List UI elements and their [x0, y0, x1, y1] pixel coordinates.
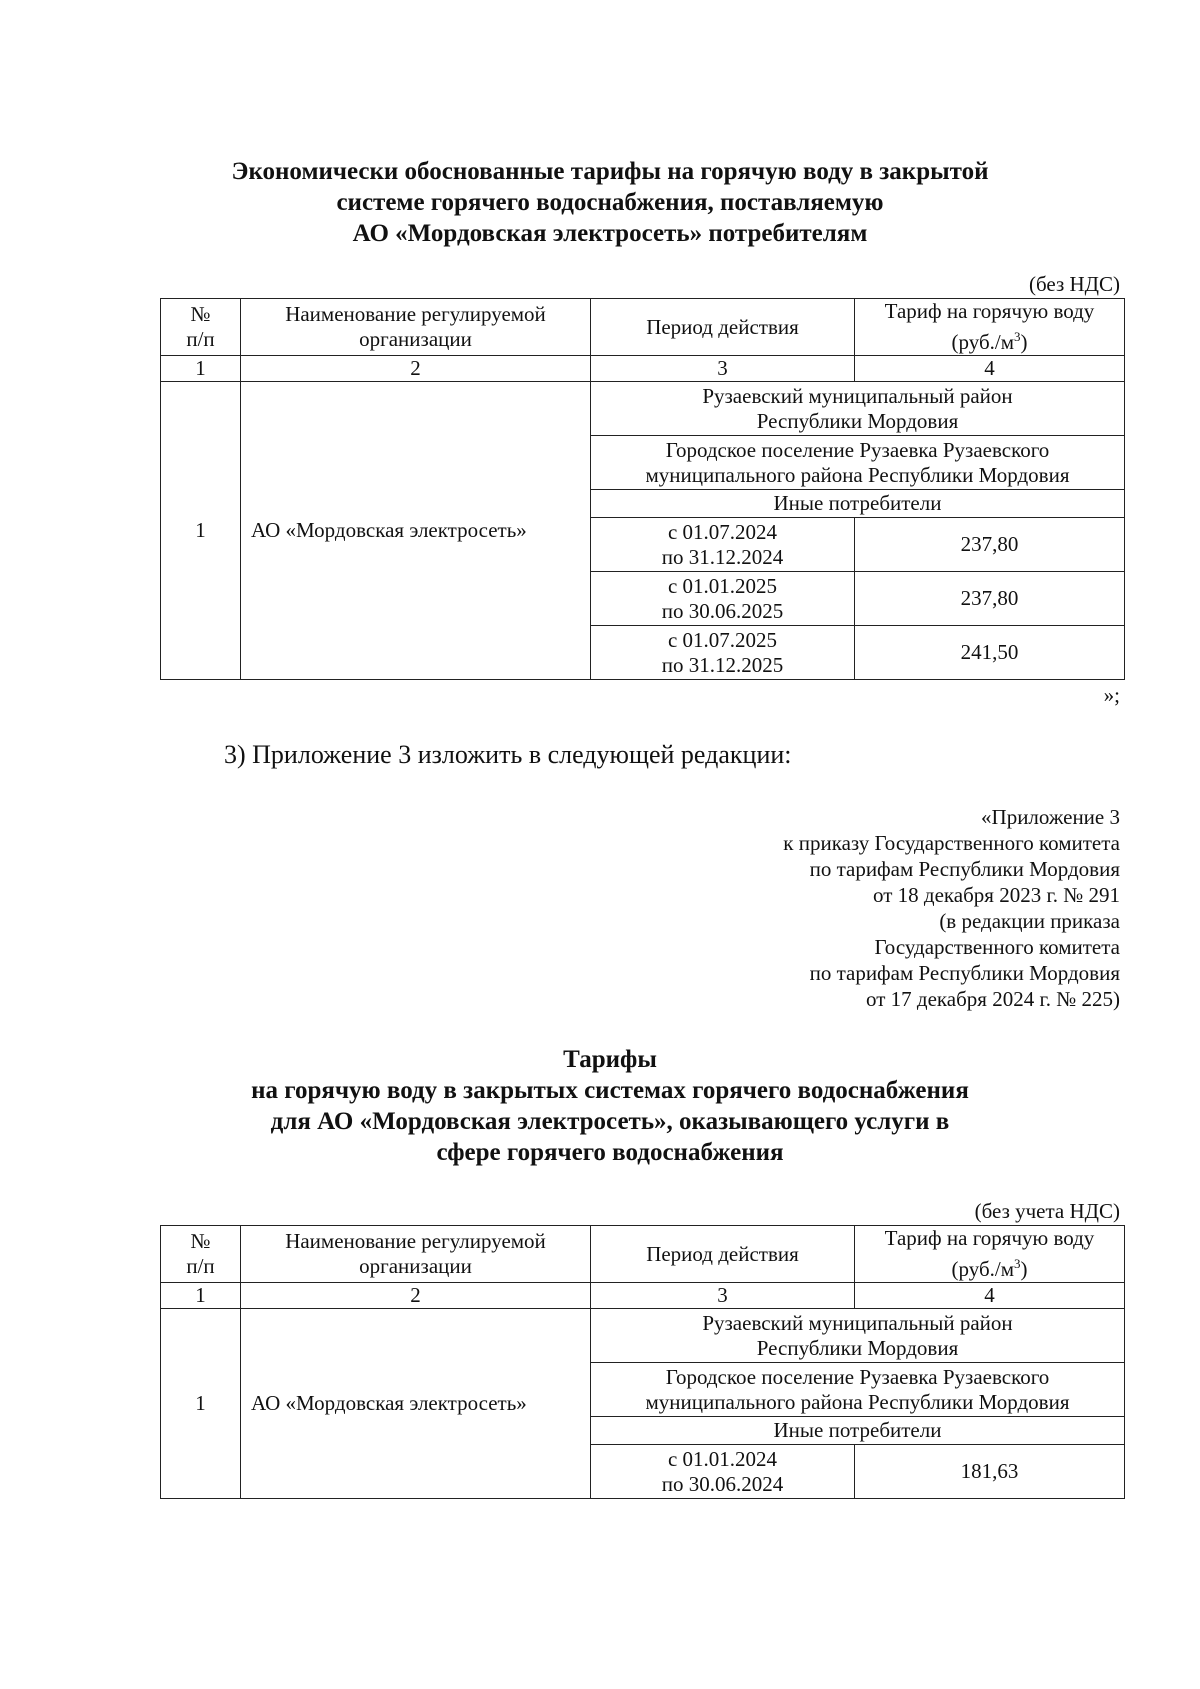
- period-cell: с 01.01.2025 по 30.06.2025: [591, 572, 855, 626]
- column-number: 4: [855, 1283, 1125, 1309]
- table-header-row: [161, 1226, 1125, 1283]
- column-number: 3: [591, 356, 855, 382]
- org-name: АО «Мордовская электросеть»: [241, 1309, 591, 1499]
- table-row: [161, 382, 1125, 436]
- column-number: 1: [161, 1283, 241, 1309]
- consumer-category: Иные потребители: [591, 1417, 1125, 1445]
- row-number: 1: [161, 1309, 241, 1499]
- section2-tariff-table: [160, 1225, 1125, 1499]
- title-line: для АО «Мордовская электросеть», оказывающего услуги в: [270, 1108, 950, 1135]
- column-number: 1: [161, 356, 241, 382]
- section2-unit-note: (без учета НДС): [974, 1199, 1120, 1223]
- column-number: 2: [241, 1283, 591, 1309]
- title-line: на горячую воду в закрытых системах горячего водоснабжения: [251, 1077, 969, 1104]
- district-name: Рузаевский муниципальный район Республики Мордовия: [591, 1309, 1125, 1363]
- period-cell: с 01.07.2025 по 31.12.2025: [591, 626, 855, 680]
- section2-title: [150, 1044, 1070, 1168]
- header-org: Наименование регулируемой организации: [241, 299, 591, 356]
- header-org: Наименование регулируемой организации: [241, 1226, 591, 1283]
- consumer-category: Иные потребители: [591, 490, 1125, 518]
- column-number-row: [161, 356, 1125, 382]
- appendix-line: (в редакции приказа: [939, 909, 1120, 933]
- column-number: 4: [855, 356, 1125, 382]
- header-period: Период действия: [591, 299, 855, 356]
- appendix-line: по тарифам Республики Мордовия: [809, 857, 1120, 881]
- tariff-value: 241,50: [855, 626, 1125, 680]
- tariff-value: 181,63: [855, 1445, 1125, 1499]
- appendix-line: «Приложение 3: [981, 805, 1120, 829]
- header-num: № п/п: [161, 299, 241, 356]
- appendix-line: к приказу Государственного комитета: [783, 831, 1120, 855]
- district-name: Рузаевский муниципальный район Республики Мордовия: [591, 382, 1125, 436]
- column-number-row: [161, 1283, 1125, 1309]
- section1-unit-note: (без НДС): [1028, 272, 1120, 296]
- closing-quote: »;: [1103, 683, 1120, 707]
- section1-title: [150, 156, 1070, 249]
- header-period: Период действия: [591, 1226, 855, 1283]
- title-line: сфере горячего водоснабжения: [436, 1139, 784, 1166]
- title-line: Тарифы: [563, 1046, 657, 1073]
- appendix-line: от 18 декабря 2023 г. № 291: [873, 883, 1120, 907]
- period-cell: с 01.01.2024 по 30.06.2024: [591, 1445, 855, 1499]
- org-name: АО «Мордовская электросеть»: [241, 382, 591, 680]
- table-row: [161, 1309, 1125, 1363]
- period-cell: с 01.07.2024 по 31.12.2024: [591, 518, 855, 572]
- row-number: 1: [161, 382, 241, 680]
- section1-tariff-table: [160, 298, 1125, 680]
- settlement-name: Городское поселение Рузаевка Рузаевского муниципального района Республики Мордовия: [591, 1363, 1125, 1417]
- appendix-line: Государственного комитета: [874, 935, 1120, 959]
- tariff-value: 237,80: [855, 518, 1125, 572]
- column-number: 3: [591, 1283, 855, 1309]
- title-line: Экономически обоснованные тарифы на горячую воду в закрытой: [231, 158, 989, 185]
- settlement-name: Городское поселение Рузаевка Рузаевского муниципального района Республики Мордовия: [591, 436, 1125, 490]
- title-line: системе горячего водоснабжения, поставляемую: [336, 189, 884, 216]
- appendix-line: от 17 декабря 2024 г. № 225): [866, 987, 1120, 1011]
- column-number: 2: [241, 356, 591, 382]
- table-header-row: [161, 299, 1125, 356]
- appendix-line: по тарифам Республики Мордовия: [809, 961, 1120, 985]
- header-tariff: Тариф на горячую воду $(руб./м^3)$: [855, 299, 1125, 356]
- header-num: № п/п: [161, 1226, 241, 1283]
- amendment-instruction: 3) Приложение 3 изложить в следующей редакции:: [224, 740, 792, 769]
- header-tariff: Тариф на горячую воду $(руб./м^3)$: [855, 1226, 1125, 1283]
- appendix-header: [783, 804, 1120, 1012]
- tariff-value: 237,80: [855, 572, 1125, 626]
- title-line: АО «Мордовская электросеть» потребителям: [352, 220, 868, 247]
